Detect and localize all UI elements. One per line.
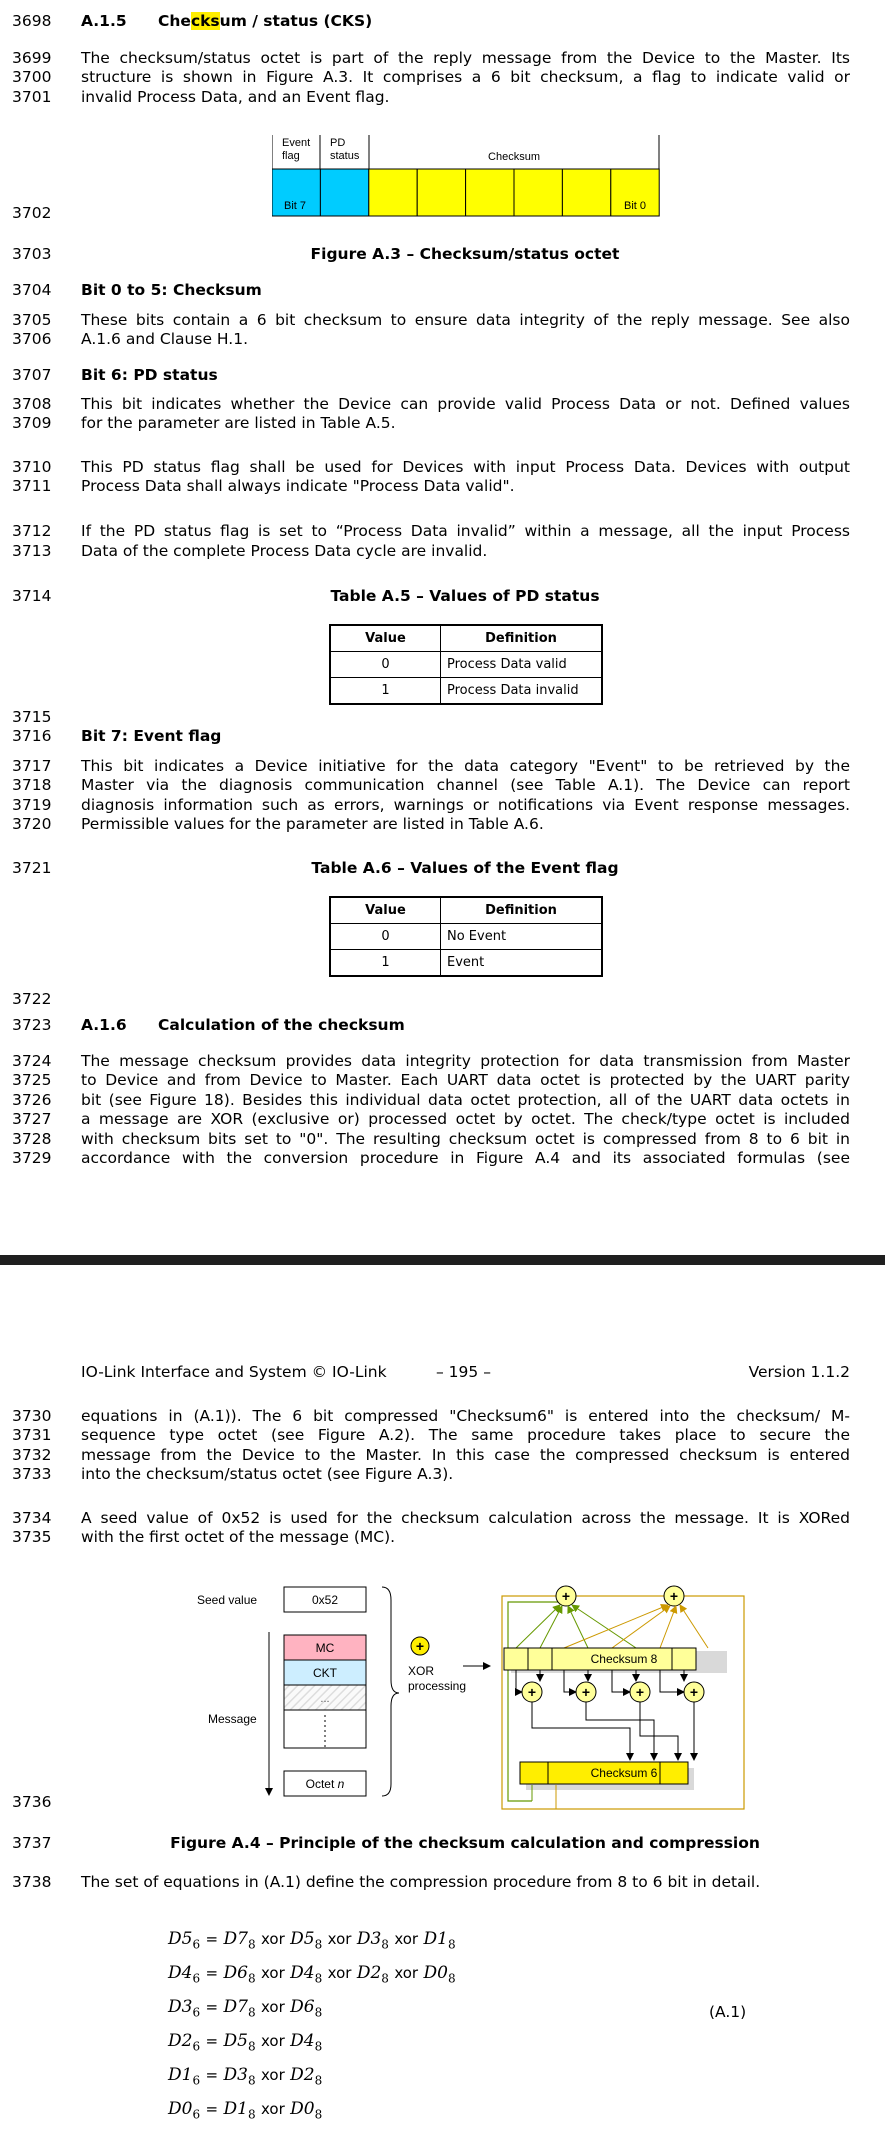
line-number: 3723 bbox=[12, 1016, 52, 1034]
plus-glyph: + bbox=[527, 1684, 537, 1700]
bit-cell bbox=[466, 169, 514, 216]
paragraph-line: bit (see Figure 18). Besides this individual data octet protection, all of the UART data octets in bbox=[81, 1091, 850, 1109]
cell-value: 0 bbox=[330, 652, 441, 678]
line-number: 3711 bbox=[12, 477, 52, 495]
seed-value: 0x52 bbox=[311, 1593, 339, 1607]
cell-value: 1 bbox=[330, 950, 441, 977]
paragraph-line: The set of equations in (A.1) define the compression procedure from 8 to 6 bit in detail. bbox=[81, 1873, 761, 1891]
paragraph-line: with the first octet of the message (MC). bbox=[81, 1528, 396, 1546]
section-heading-a16 bbox=[81, 1016, 405, 1036]
line-number: 3717 bbox=[12, 757, 52, 775]
bit-cell bbox=[369, 169, 417, 216]
checksum6-bit bbox=[660, 1762, 688, 1784]
line-number: 3738 bbox=[12, 1873, 52, 1891]
table-a6-caption: Table A.6 – Values of the Event flag bbox=[311, 859, 619, 877]
line-number: 3722 bbox=[12, 990, 52, 1008]
line-number: 3725 bbox=[12, 1071, 52, 1089]
paragraph-line: to Device and from Device to Master. Each UART data octet is protected by the UART parity bbox=[81, 1071, 850, 1089]
paragraph-line: If the PD status flag is set to “Process Data invalid” within a message, all the input Process bbox=[81, 522, 850, 540]
equation: $D0_6 = D1_8$ xor $D0_8$ bbox=[168, 2099, 323, 2122]
line-number: 3718 bbox=[12, 776, 52, 794]
compression-lines bbox=[516, 1605, 708, 1648]
heading-bit0-5: Bit 0 to 5: Checksum bbox=[81, 281, 262, 299]
heading-bit6: Bit 6: PD status bbox=[81, 366, 218, 384]
line-number: 3701 bbox=[12, 88, 52, 106]
cell-definition: Event bbox=[441, 950, 603, 977]
paragraph-line: for the parameter are listed in Table A.5. bbox=[81, 414, 396, 432]
checksum6-bit bbox=[520, 1762, 548, 1784]
line-number: 3719 bbox=[12, 796, 52, 814]
line-number: 3721 bbox=[12, 859, 52, 877]
plus-glyph: + bbox=[415, 1638, 425, 1654]
line-number: 3699 bbox=[12, 49, 52, 67]
table-a5 bbox=[329, 624, 603, 705]
paragraph-line: Master via the diagnosis communication channel (see Table A.1). The Device can report bbox=[81, 776, 850, 794]
figure-a4-caption: Figure A.4 – Principle of the checksum calculation and compression bbox=[170, 1834, 760, 1852]
table-a5-caption: Table A.5 – Values of PD status bbox=[330, 587, 600, 605]
xor-label: XOR bbox=[408, 1664, 435, 1678]
table-header-row bbox=[330, 897, 602, 924]
line-number: 3709 bbox=[12, 414, 52, 432]
line-number: 3707 bbox=[12, 366, 52, 384]
line-number: 3737 bbox=[12, 1834, 52, 1852]
line-number: 3714 bbox=[12, 587, 52, 605]
paragraph-line: message from the Device to the Master. In this case the compressed checksum is entered bbox=[81, 1446, 850, 1464]
cell-value: 1 bbox=[330, 678, 441, 705]
plus-glyph: + bbox=[635, 1684, 645, 1700]
table-row bbox=[330, 652, 602, 678]
checksum8-bit bbox=[672, 1648, 696, 1670]
equation: $D5_6 = D7_8$ xor $D5_8$ xor $D3_8$ xor $D1_8$ bbox=[168, 1929, 456, 1952]
equation: $D4_6 = D6_8$ xor $D4_8$ xor $D2_8$ xor $D0_8$ bbox=[168, 1963, 456, 1986]
brace bbox=[382, 1587, 399, 1796]
heading-bit7: Bit 7: Event flag bbox=[81, 727, 222, 745]
cell-definition: No Event bbox=[441, 924, 603, 950]
equation: $D2_6 = D5_8$ xor $D4_8$ bbox=[168, 2031, 323, 2054]
paragraph-line: structure is shown in Figure A.3. It comprises a 6 bit checksum, a flag to indicate valid or bbox=[81, 68, 850, 86]
table-a6 bbox=[329, 896, 603, 977]
bit7-label: Bit 7 bbox=[284, 200, 307, 212]
equation: $D3_6 = D7_8$ xor $D6_8$ bbox=[168, 1997, 323, 2020]
cell-value: 0 bbox=[330, 924, 441, 950]
mc-label: MC bbox=[315, 1641, 335, 1655]
line-number: 3704 bbox=[12, 281, 52, 299]
table-row bbox=[330, 678, 602, 705]
line-number: 3712 bbox=[12, 522, 52, 540]
checksum6-label: Checksum 6 bbox=[590, 1766, 658, 1780]
checksum6-cells bbox=[520, 1590, 694, 1790]
running-header-version: Version 1.1.2 bbox=[748, 1363, 850, 1381]
equation: $D1_6 = D3_8$ xor $D2_8$ bbox=[168, 2065, 323, 2088]
line-number: 3716 bbox=[12, 727, 52, 745]
header-definition: Definition bbox=[441, 625, 603, 652]
line-number: 3710 bbox=[12, 458, 52, 476]
octet-cells bbox=[272, 169, 659, 216]
header-value: Value bbox=[330, 897, 441, 924]
paragraph-line: into the checksum/status octet (see Figure A.3). bbox=[81, 1465, 454, 1483]
line-number: 3726 bbox=[12, 1091, 52, 1109]
line-number: 3715 bbox=[12, 708, 52, 726]
bit-cell bbox=[417, 169, 465, 216]
section-number: A.1.6 bbox=[81, 1016, 127, 1034]
line-number: 3732 bbox=[12, 1446, 52, 1464]
figure-a3-diagram bbox=[272, 135, 662, 220]
paragraph-line: diagnosis information such as errors, warnings or notifications via Event response messages. bbox=[81, 796, 850, 814]
line-number: 3733 bbox=[12, 1465, 52, 1483]
section-title-post: um / status (CKS) bbox=[219, 12, 373, 30]
paragraph-line: Process Data shall always indicate "Process Data valid". bbox=[81, 477, 515, 495]
paragraph-line: equations in (A.1)). The 6 bit compressed "Checksum6" is entered into the checksum/ M- bbox=[81, 1407, 850, 1425]
line-number: 3728 bbox=[12, 1130, 52, 1148]
paragraph-line: invalid Process Data, and an Event flag. bbox=[81, 88, 390, 106]
paragraph-line: with checksum bits set to "0". The resulting checksum octet is compressed from 8 to 6 bit in bbox=[81, 1130, 850, 1148]
table-row bbox=[330, 924, 602, 950]
paragraph-line: This bit indicates a Device initiative for the data category "Event" to be retrieved by the bbox=[81, 757, 850, 775]
bit-cell bbox=[514, 169, 562, 216]
checksum8-label: Checksum 8 bbox=[590, 1652, 658, 1666]
section-heading-a15 bbox=[81, 12, 372, 32]
checksum8-bit bbox=[528, 1648, 552, 1670]
checksum8-bit bbox=[504, 1648, 528, 1670]
line-number: 3698 bbox=[12, 12, 52, 30]
plus-glyph: + bbox=[689, 1684, 699, 1700]
pd-status-label-2: status bbox=[330, 150, 360, 162]
search-highlight: cks bbox=[190, 12, 220, 30]
checksum-label: Checksum bbox=[488, 151, 540, 163]
line-number: 3713 bbox=[12, 542, 52, 560]
running-header-title: IO-Link Interface and System © IO-Link bbox=[81, 1363, 387, 1381]
figure-a3-caption: Figure A.3 – Checksum/status octet bbox=[310, 245, 620, 263]
line-number: 3700 bbox=[12, 68, 52, 86]
figure-a4-diagram bbox=[190, 1580, 760, 1815]
line-number: 3736 bbox=[12, 1793, 52, 1811]
line-number: 3729 bbox=[12, 1149, 52, 1167]
line-number: 3724 bbox=[12, 1052, 52, 1070]
plus-glyph: + bbox=[561, 1588, 571, 1604]
bit-cell bbox=[562, 169, 610, 216]
line-number: 3734 bbox=[12, 1509, 52, 1527]
line-number: 3706 bbox=[12, 330, 52, 348]
paragraph-line: a message are XOR (exclusive or) processed octet by octet. The check/type octet is included bbox=[81, 1110, 850, 1128]
line-number: 3735 bbox=[12, 1528, 52, 1546]
seed-value-label: Seed value bbox=[197, 1593, 258, 1607]
plus-glyph: + bbox=[669, 1588, 679, 1604]
section-title: Calculation of the checksum bbox=[158, 1016, 405, 1034]
bit-cell bbox=[320, 169, 368, 216]
cell-definition: Process Data invalid bbox=[441, 678, 603, 705]
line-number: 3731 bbox=[12, 1426, 52, 1444]
octet-n-label: Octet n bbox=[305, 1777, 345, 1791]
octet-ellipsis: ... bbox=[320, 1693, 330, 1705]
paragraph-line: The checksum/status octet is part of the reply message from the Device to the Master. Its bbox=[81, 49, 850, 67]
line-number: 3708 bbox=[12, 395, 52, 413]
paragraph-line: This PD status flag shall be used for Devices with input Process Data. Devices with output bbox=[81, 458, 850, 476]
page-separator bbox=[0, 1255, 885, 1265]
event-flag-label-2: flag bbox=[282, 150, 300, 162]
line-number: 3730 bbox=[12, 1407, 52, 1425]
line-number: 3720 bbox=[12, 815, 52, 833]
cell-definition: Process Data valid bbox=[441, 652, 603, 678]
event-flag-label-1: Event bbox=[282, 137, 311, 149]
header-definition: Definition bbox=[441, 897, 603, 924]
paragraph-line: The message checksum provides data integrity protection for data transmission from Master bbox=[81, 1052, 850, 1070]
paragraph-line: A seed value of 0x52 is used for the checksum calculation across the message. It is XORed bbox=[81, 1509, 850, 1527]
bit0-label: Bit 0 bbox=[624, 200, 647, 212]
header-value: Value bbox=[330, 625, 441, 652]
paragraph-line: sequence type octet (see Figure A.2). The same procedure takes place to secure the bbox=[81, 1426, 850, 1444]
paragraph-line: accordance with the conversion procedure in Figure A.4 and its associated formulas (see bbox=[81, 1149, 850, 1167]
table-header-row bbox=[330, 625, 602, 652]
line-number: 3727 bbox=[12, 1110, 52, 1128]
pd-status-label-1: PD bbox=[330, 137, 346, 149]
xor-processing-label: processing bbox=[408, 1679, 467, 1693]
table-row bbox=[330, 950, 602, 977]
paragraph-line: Data of the complete Process Data cycle are invalid. bbox=[81, 542, 488, 560]
paragraph-line: These bits contain a 6 bit checksum to ensure data integrity of the reply message. See also bbox=[81, 311, 850, 329]
ckt-label: CKT bbox=[313, 1666, 337, 1680]
section-title-pre: Che bbox=[158, 12, 191, 30]
plus-glyph: + bbox=[581, 1684, 591, 1700]
message-label: Message bbox=[208, 1712, 257, 1726]
running-header-page: – 195 – bbox=[436, 1363, 491, 1381]
line-number: 3702 bbox=[12, 204, 52, 222]
section-number: A.1.5 bbox=[81, 12, 127, 30]
paragraph-line: Permissible values for the parameter are listed in Table A.6. bbox=[81, 815, 544, 833]
line-number: 3705 bbox=[12, 311, 52, 329]
line-number: 3703 bbox=[12, 245, 52, 263]
paragraph-line: This bit indicates whether the Device can provide valid Process Data or not. Defined values bbox=[81, 395, 850, 413]
equation-label: (A.1) bbox=[709, 2003, 747, 2021]
paragraph-line: A.1.6 and Clause H.1. bbox=[81, 330, 249, 348]
